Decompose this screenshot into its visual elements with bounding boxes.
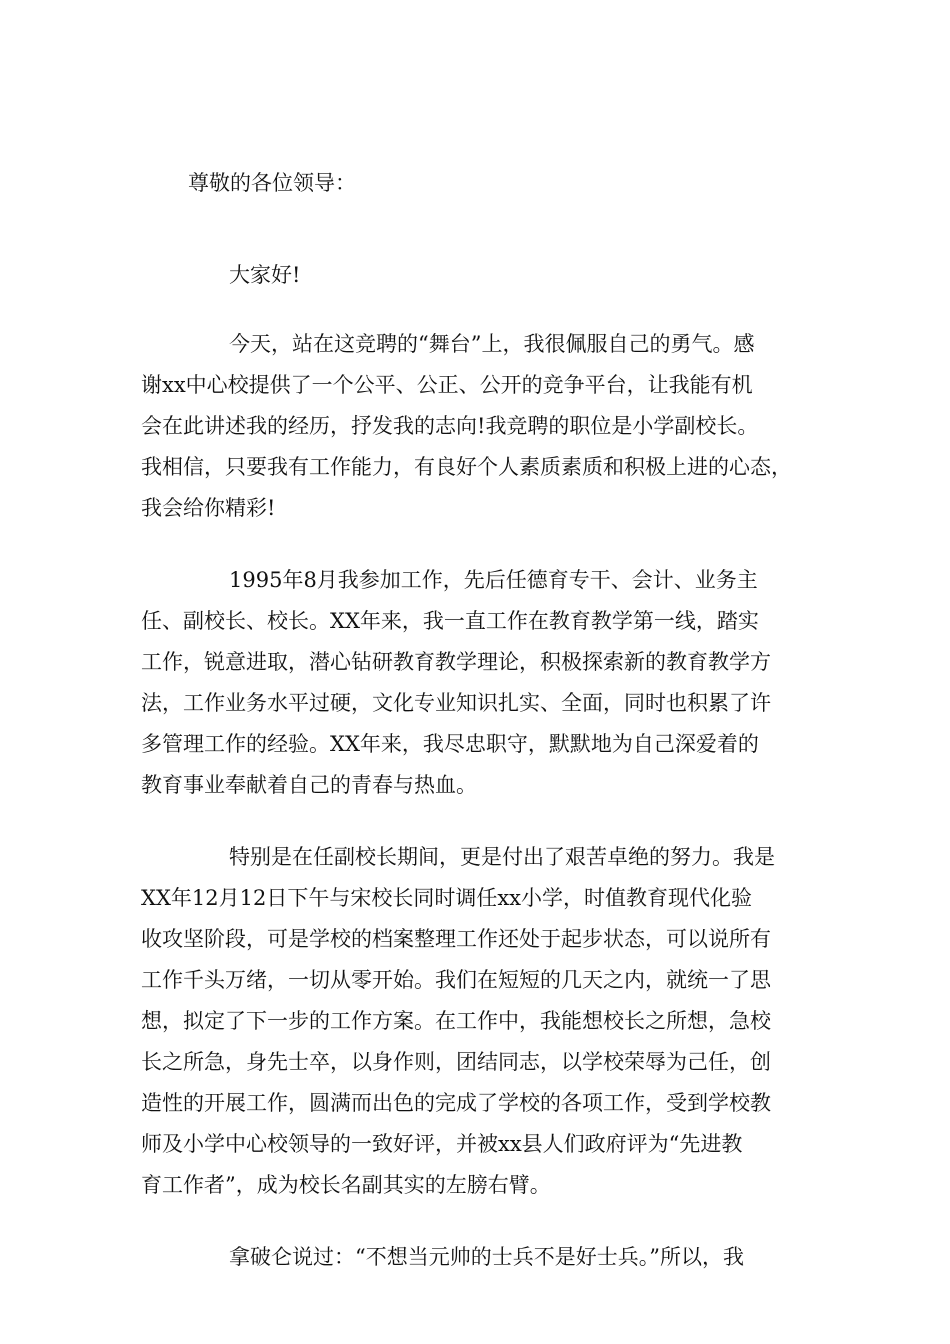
paragraph-line: 今天，站在这竞聘的“舞台”上，我很佩服自己的勇气。感	[229, 332, 755, 356]
paragraph-line: 会在此讲述我的经历，抒发我的志向!我竞聘的职位是小学副校长。	[141, 414, 759, 438]
paragraph-line: 育工作者”，成为校长名副其实的左膀右臂。	[141, 1173, 551, 1197]
paragraph-line: 收攻坚阶段，可是学校的档案整理工作还处于起步状态，可以说所有	[141, 927, 771, 951]
paragraph-line: 师及小学中心校领导的一致好评，并被xx县人们政府评为“先进教	[141, 1132, 743, 1156]
paragraph	[141, 324, 823, 529]
salutation: 尊敬的各位领导：	[188, 171, 356, 195]
greeting: 大家好!	[229, 263, 301, 287]
paragraph-line: 拿破仑说过：“不想当元帅的士兵不是好士兵。”所以，我	[229, 1245, 744, 1269]
paragraph-line: 法，工作业务水平过硬，文化专业知识扎实、全面，同时也积累了许	[141, 691, 771, 715]
paragraph-line: 谢xx中心校提供了一个公平、公正、公开的竞争平台，让我能有机	[141, 373, 753, 397]
paragraph-line: 任、副校长、校长。XX年来，我一直工作在教育教学第一线，踏实	[141, 609, 759, 633]
paragraph-list	[141, 324, 823, 1278]
paragraph-line: 造性的开展工作，圆满而出色的完成了学校的各项工作，受到学校教	[141, 1091, 771, 1115]
paragraph	[141, 837, 823, 1206]
document-body	[141, 168, 823, 1278]
paragraph	[141, 560, 823, 806]
paragraph-line: 工作千头万绪，一切从零开始。我们在短短的几天之内，就统一了思	[141, 968, 771, 992]
paragraph-line: 长之所急，身先士卒，以身作则，团结同志，以学校荣辱为己任，创	[141, 1050, 771, 1074]
paragraph-line: XX年12月12日下午与宋校长同时调任xx小学，时值教育现代化验	[141, 886, 753, 910]
paragraph-line: 多管理工作的经验。XX年来，我尽忠职守，默默地为自己深爱着的	[141, 732, 759, 756]
paragraph	[141, 1237, 823, 1278]
paragraph-line: 想，拟定了下一步的工作方案。在工作中，我能想校长之所想，急校	[141, 1009, 771, 1033]
paragraph-line: 1995年8月我参加工作，先后任德育专干、会计、业务主	[229, 568, 758, 592]
paragraph-line: 工作，锐意进取，潜心钻研教育教学理论，积极探索新的教育教学方	[141, 650, 771, 674]
paragraph-line: 我会给你精彩!	[141, 496, 276, 520]
paragraph-line: 特别是在任副校长期间，更是付出了艰苦卓绝的努力。我是	[229, 845, 775, 869]
paragraph-line: 我相信，只要我有工作能力，有良好个人素质素质和积极上进的心态，	[141, 455, 792, 479]
paragraph-line: 教育事业奉献着自己的青春与热血。	[141, 773, 477, 797]
